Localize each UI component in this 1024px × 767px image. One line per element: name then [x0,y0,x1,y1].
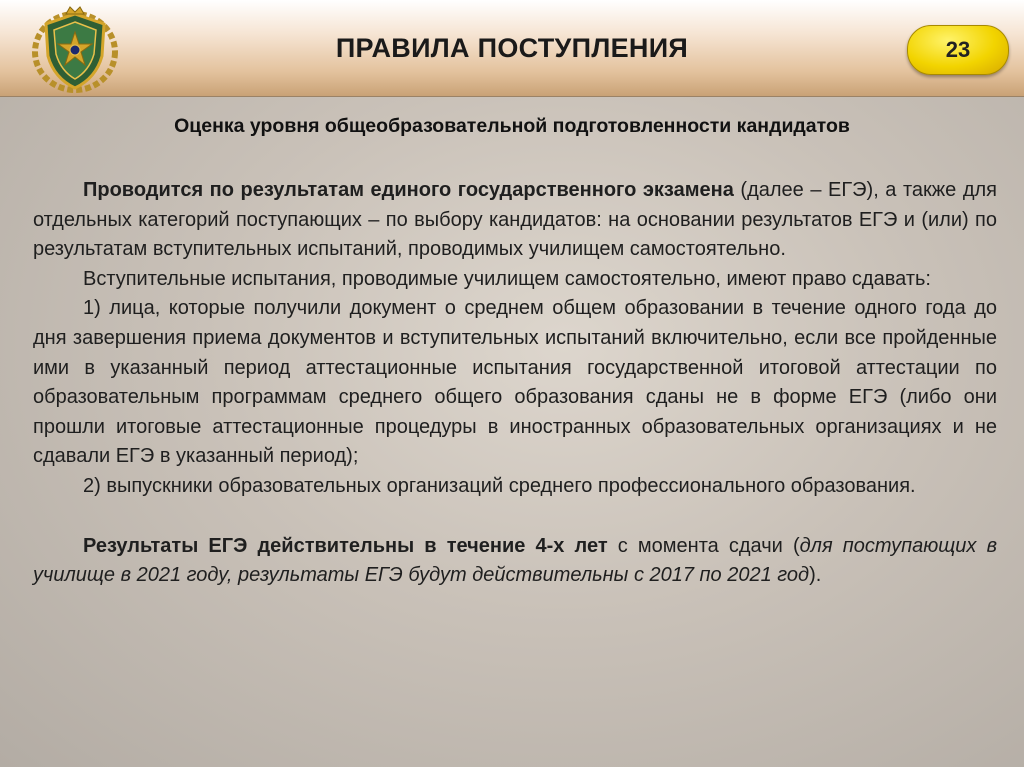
page-title: ПРАВИЛА ПОСТУПЛЕНИЯ [335,33,689,63]
paragraph-2: Вступительные испытания, проводимые училищем самостоятельно, имеют право сдавать: [83,267,931,290]
paragraph-5-bold: Результаты ЕГЭ действительны в течение 4-х лет [83,534,608,557]
paragraph-5-end: ). [809,564,822,587]
paragraph-3: 1) лица, которые получили документ о среднем общем образовании в течение одного года до дня завершения приема документов и вступительных испытаний включительно, если все пройденные ими в указанный период аттестационные испытания государственной итоговой аттестации по образовательным программам среднего общего образования сданы не в форме ЕГЭ (либо они прошли итоговые аттестационные процедуры в иностранных образовательных организациях и не сдавали ЕГЭ в указанный период); [33,297,997,468]
paragraph-1-rest: (далее – ЕГЭ), а также для отдельных категорий поступающих – по выбору кандидатов: на основании результатов ЕГЭ и (или) по результатам вступительных испытаний, проводимых училищем самостоятельно. [33,179,997,261]
slide-number: 23 [945,37,971,62]
paragraph-1-bold: Проводится по результатам единого государственного экзамена [83,179,734,201]
body-text [33,176,997,591]
paragraph-4: 2) выпускники образовательных организаций среднего профессионального образования. [83,474,916,497]
slide-number-badge [907,25,1009,75]
section-subtitle: Оценка уровня общеобразовательной подготовленности кандидатов [174,115,850,137]
paragraph-1 [33,176,997,265]
slide-header [0,0,1024,97]
paragraph-5 [33,532,997,591]
paragraph-5-mid: с момента сдачи ( [607,534,800,557]
paragraph-5-italic: для поступающих в училище в 2021 году, результаты ЕГЭ будут действительны с 2017 по 2021 год [33,534,998,587]
